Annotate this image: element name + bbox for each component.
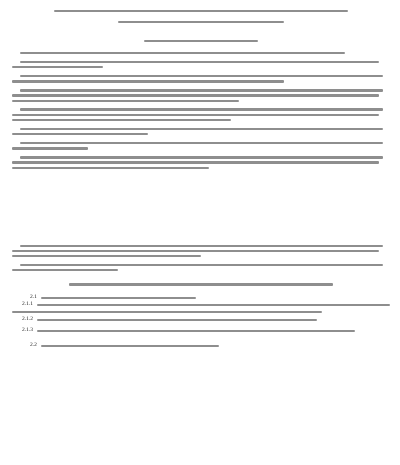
paragraph (12, 156, 390, 169)
subsection (22, 301, 390, 308)
subsection-text (37, 319, 317, 321)
section-2-body (12, 294, 390, 349)
subsection-text (37, 304, 390, 306)
subsection (30, 342, 219, 349)
section-1-continued (12, 245, 390, 272)
subsection (30, 294, 196, 301)
paragraph (12, 108, 390, 121)
paragraph (12, 61, 390, 69)
paragraph (12, 75, 390, 83)
paragraph (12, 89, 390, 102)
paragraph (12, 142, 390, 150)
section-1-heading (12, 40, 390, 49)
subsection-number: 2.1.1 (22, 301, 33, 308)
subsection-number: 2.1.2 (22, 316, 33, 323)
paragraph (12, 128, 390, 136)
blank-space (12, 172, 390, 242)
subsection-number: 2.1.3 (22, 327, 33, 334)
section-1-body (12, 52, 390, 169)
subsection (22, 316, 317, 323)
paragraph (12, 264, 390, 272)
subsection (22, 327, 355, 334)
subsection-text (41, 345, 219, 347)
subsection-text (41, 297, 196, 299)
subsection-number: 2.2 (30, 342, 37, 349)
subsection-number: 2.1 (30, 294, 37, 301)
document-subtitle (12, 21, 390, 29)
paragraph (12, 52, 390, 54)
section-2-heading (12, 283, 390, 292)
title-block (12, 10, 390, 29)
document-title (12, 10, 390, 18)
subsection-text (37, 330, 355, 332)
paragraph (12, 245, 390, 258)
